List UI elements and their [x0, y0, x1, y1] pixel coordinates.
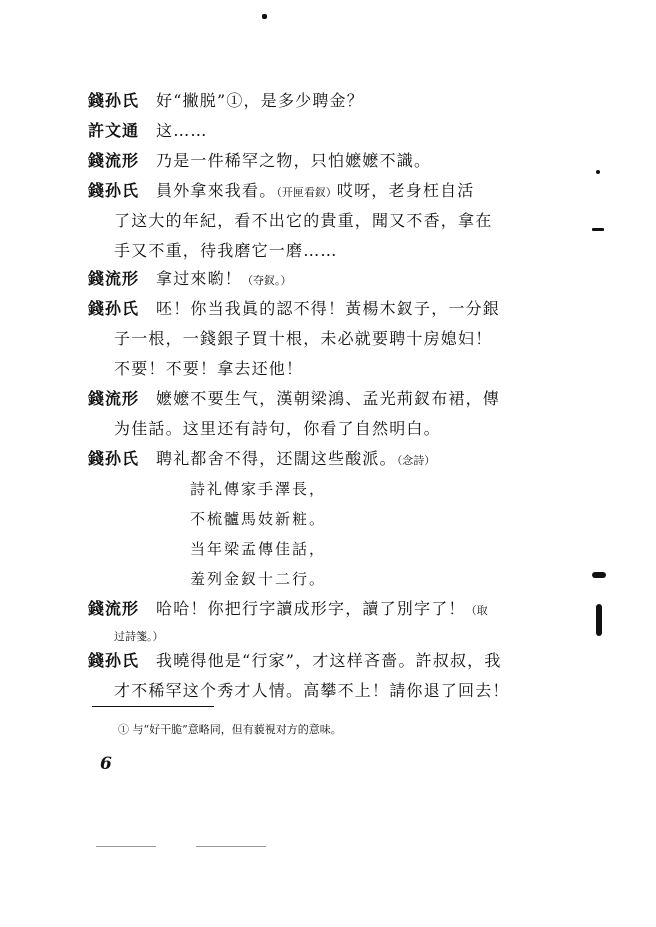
dialogue-line: [88, 294, 508, 324]
poem-line: 羞列金釵十二行。: [190, 570, 327, 588]
dialogue-line: [88, 444, 508, 476]
line-text: 嬷嬷不要生气，漢朝梁鴻、孟光荊釵布裙，傳: [156, 389, 501, 408]
speaker-name: 錢孙氏: [88, 91, 140, 110]
dialogue-line: [88, 116, 508, 146]
continuation-line: 为佳話。这里还有詩句，你看了自然明白。: [114, 419, 441, 438]
dialogue-line: [88, 146, 508, 176]
continuation-line: 才不稀罕这个秀才人情。高攀不上！請你退了回去！: [114, 681, 510, 700]
line-text: 乃是一件稀罕之物，只怕嬷嬷不識。: [156, 151, 432, 170]
line-text: 聘礼都舍不得，还闊这些酸派。: [156, 449, 397, 468]
scan-speck: [262, 14, 267, 19]
scan-streak: [96, 846, 156, 847]
continuation-line: 了这大的年紀，看不出它的貴重，聞又不香，拿在: [114, 211, 493, 230]
stage-direction: （取: [465, 604, 488, 617]
line-text: 哈哈！你把行字讀成形字，讀了別字了！: [156, 599, 466, 618]
scan-streak: [196, 846, 266, 847]
speaker-name: 錢孙氏: [88, 449, 140, 468]
line-text: 这……: [156, 121, 208, 140]
line-text: 好“撇脱”①，是多少聘金？: [156, 91, 364, 110]
dialogue-line: [88, 264, 508, 296]
scan-speck: [596, 604, 602, 636]
continuation-line: 不要！不要！拿去还他！: [114, 359, 304, 378]
speaker-name: 錢流形: [88, 389, 140, 408]
poem-line: 当年梁孟傳佳話，: [190, 540, 327, 558]
continuation-line: 子一根，一錢銀子買十根，未必就要聘十房媳妇！: [114, 329, 493, 348]
poem-line: 不梳髗馬妓新粧。: [190, 510, 327, 528]
dialogue-line: [88, 646, 508, 676]
stage-direction: 过詩箋。）: [114, 630, 164, 643]
speaker-name: 錢流形: [88, 151, 140, 170]
line-text: 拿过來喲！: [156, 269, 243, 288]
stage-direction: （念詩）: [396, 454, 436, 467]
dialogue-line: [88, 176, 508, 208]
scan-speck: [592, 572, 606, 578]
dialogue-line: [88, 86, 508, 116]
speaker-name: 錢流形: [88, 599, 140, 618]
speaker-name: 錢孙氏: [88, 299, 140, 318]
line-text-continued: 哎呀，老身枉自活: [336, 181, 475, 200]
scan-speck: [596, 170, 600, 174]
footnote: ① 与“好干脆”意略同，但有藐視对方的意味。: [118, 723, 342, 736]
speaker-name: 許文通: [88, 121, 140, 140]
footnote-divider: [92, 706, 214, 707]
speaker-name: 錢孙氏: [88, 181, 140, 200]
scan-speck: [592, 228, 604, 231]
page-number: 6: [100, 754, 112, 774]
continuation-line: 手又不重，待我磨它一磨……: [114, 241, 338, 260]
speaker-name: 錢流形: [88, 269, 140, 288]
line-text: 員外拿來我看。: [156, 181, 277, 200]
poem-line: 詩礼傳家手澤長，: [190, 480, 327, 498]
dialogue-line: [88, 384, 508, 414]
stage-direction: （开匣看釵）: [276, 186, 337, 199]
line-text: 呸！你当我眞的認不得！黃楊木釵子，一分銀: [156, 299, 501, 318]
line-text: 我曉得他是“行家”，才这样吝嗇。許叔叔，我: [156, 651, 502, 670]
stage-direction: （夺釵。）: [242, 274, 292, 287]
speaker-name: 錢孙氏: [88, 651, 140, 670]
